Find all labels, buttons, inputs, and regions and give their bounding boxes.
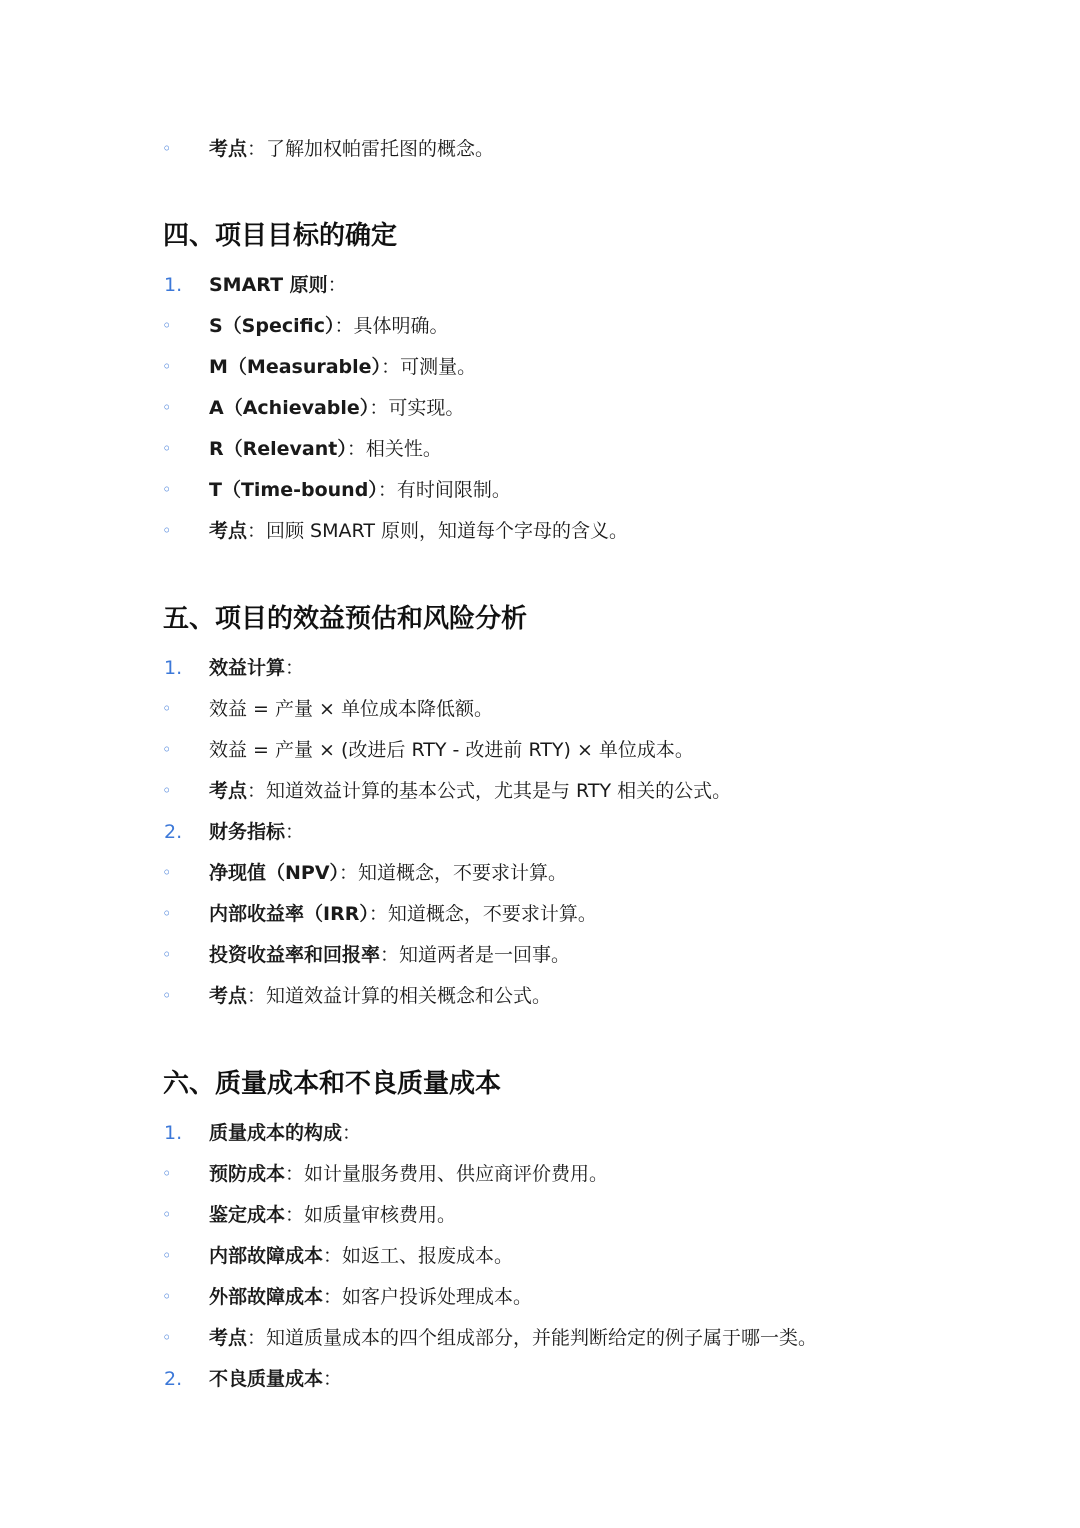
list-item-bold: 效益计算	[209, 657, 286, 679]
list-item	[0, 735, 1080, 765]
list-item	[0, 940, 1080, 970]
list-item-rest: ：	[285, 821, 305, 843]
list-item-text	[209, 1241, 513, 1271]
bullet-marker: ◦	[162, 1205, 172, 1224]
bullet-marker: ◦	[162, 863, 172, 882]
list-item	[0, 858, 1080, 888]
list-item-rest: ：	[285, 657, 305, 679]
list-item-bold: 考点	[209, 985, 248, 1007]
list-item-rest: ：如质量审核费用。	[285, 1204, 457, 1226]
list-item-bold: M（Measurable）	[209, 356, 382, 378]
bullet-marker: ◦	[162, 699, 172, 718]
list-item	[0, 1241, 1080, 1271]
list-item-text	[209, 858, 567, 888]
list-item-text	[209, 735, 694, 765]
list-item-text	[209, 1364, 342, 1394]
number-marker: 2.	[164, 1368, 183, 1390]
list-item	[0, 981, 1080, 1011]
bullet-marker: ◦	[162, 439, 172, 458]
list-item-bold: 投资收益率和回报率	[209, 944, 381, 966]
bullet-marker: ◦	[162, 1287, 172, 1306]
list-item-text	[209, 393, 464, 423]
section-heading-5: 五、项目的效益预估和风险分析	[163, 604, 528, 634]
list-item-rest: ：如计量服务费用、供应商评价费用。	[285, 1163, 609, 1185]
list-item-rest: ：回顾 SMART 原则，知道每个字母的含义。	[247, 520, 628, 542]
bullet-marker: ◦	[162, 945, 172, 964]
numbered-item	[0, 1364, 1080, 1394]
bullet-marker: ◦	[162, 1164, 172, 1183]
number-marker: 1.	[164, 1122, 183, 1144]
bullet-marker: ◦	[162, 1246, 172, 1265]
list-item	[0, 352, 1080, 382]
list-item-text	[209, 1282, 532, 1312]
list-item-bold: 考点	[209, 138, 248, 160]
bullet-marker: ◦	[162, 521, 172, 540]
bullet-marker: ◦	[162, 740, 172, 759]
list-item-text	[209, 1159, 608, 1189]
list-item-text	[209, 981, 551, 1011]
list-item-text	[209, 311, 449, 341]
section-heading-6: 六、质量成本和不良质量成本	[163, 1069, 502, 1099]
list-item-bold: S（Specific）	[209, 315, 335, 337]
list-item-rest: ：具体明确。	[334, 315, 449, 337]
list-item-rest: ：知道两者是一回事。	[380, 944, 571, 966]
list-item	[0, 1282, 1080, 1312]
list-item	[0, 899, 1080, 929]
list-item-text	[209, 1323, 817, 1353]
number-marker: 1.	[164, 657, 183, 679]
bullet-marker: ◦	[162, 398, 172, 417]
bullet-marker: ◦	[162, 781, 172, 800]
list-item-bold: 净现值（NPV）	[209, 862, 340, 884]
list-item-text	[209, 434, 442, 464]
list-item	[0, 516, 1080, 546]
list-item-text	[209, 1118, 361, 1148]
list-item-bold: 不良质量成本	[209, 1368, 324, 1390]
bullet-marker: ◦	[162, 1328, 172, 1347]
list-item-text	[209, 1200, 456, 1230]
list-item	[0, 1159, 1080, 1189]
list-item-rest: ：有时间限制。	[377, 479, 511, 501]
list-item-bold: A（Achievable）	[209, 397, 370, 419]
bullet-marker: ◦	[162, 139, 172, 158]
list-item-bold: 内部收益率（IRR）	[209, 903, 369, 925]
list-item-text	[209, 817, 304, 847]
section-heading-4: 四、项目目标的确定	[163, 221, 398, 251]
numbered-item	[0, 270, 1080, 300]
numbered-item	[0, 817, 1080, 847]
list-item	[0, 393, 1080, 423]
list-item	[0, 1323, 1080, 1353]
bullet-marker: ◦	[162, 357, 172, 376]
bullet-marker: ◦	[162, 480, 172, 499]
list-item-rest: ：如返工、报废成本。	[323, 1245, 514, 1267]
list-item-rest: ：	[342, 1122, 362, 1144]
list-item	[0, 134, 1080, 164]
number-marker: 2.	[164, 821, 183, 843]
list-item-text	[209, 776, 731, 806]
list-item-text	[209, 134, 494, 164]
list-item-rest: ：知道质量成本的四个组成部分，并能判断给定的例子属于哪一类。	[247, 1327, 818, 1349]
list-item-bold: 外部故障成本	[209, 1286, 324, 1308]
list-item	[0, 475, 1080, 505]
list-item-rest: 效益 = 产量 × 单位成本降低额。	[209, 698, 493, 720]
number-marker: 1.	[164, 274, 183, 296]
list-item	[0, 1200, 1080, 1230]
list-item	[0, 434, 1080, 464]
list-item-text	[209, 940, 570, 970]
list-item-bold: 质量成本的构成	[209, 1122, 343, 1144]
list-item-text	[209, 899, 597, 929]
list-item-rest: ：知道效益计算的基本公式，尤其是与 RTY 相关的公式。	[247, 780, 732, 802]
list-item-text	[209, 694, 493, 724]
list-item-bold: 预防成本	[209, 1163, 286, 1185]
numbered-item	[0, 653, 1080, 683]
list-item-bold: 鉴定成本	[209, 1204, 286, 1226]
list-item-bold: 财务指标	[209, 821, 286, 843]
list-item	[0, 776, 1080, 806]
bullet-marker: ◦	[162, 316, 172, 335]
list-item-rest: ：知道概念，不要求计算。	[368, 903, 597, 925]
list-item-text	[209, 270, 347, 300]
list-item-rest: 效益 = 产量 × (改进后 RTY - 改进前 RTY) × 单位成本。	[209, 739, 694, 761]
list-item-text	[209, 516, 628, 546]
numbered-item	[0, 1118, 1080, 1148]
list-item-rest: ：可实现。	[369, 397, 465, 419]
list-item-bold: T（Time-bound）	[209, 479, 378, 501]
list-item-rest: ：如客户投诉处理成本。	[323, 1286, 533, 1308]
list-item-rest: ：知道概念，不要求计算。	[339, 862, 568, 884]
list-item-bold: R（Relevant）	[209, 438, 347, 460]
list-item-rest: ：可测量。	[381, 356, 477, 378]
list-item-text	[209, 475, 511, 505]
list-item-bold: 考点	[209, 780, 248, 802]
list-item-bold: 考点	[209, 1327, 248, 1349]
bullet-marker: ◦	[162, 904, 172, 923]
list-item-bold: 内部故障成本	[209, 1245, 324, 1267]
list-item-rest: ：	[323, 1368, 343, 1390]
list-item-bold: 考点	[209, 520, 248, 542]
list-item-bold: SMART 原则	[209, 274, 328, 296]
list-item-text	[209, 653, 304, 683]
bullet-marker: ◦	[162, 986, 172, 1005]
list-item-text	[209, 352, 476, 382]
list-item	[0, 311, 1080, 341]
list-item-rest: ：了解加权帕雷托图的概念。	[247, 138, 495, 160]
list-item-rest: ：相关性。	[346, 438, 442, 460]
list-item	[0, 694, 1080, 724]
list-item-rest: ：	[327, 274, 347, 296]
list-item-rest: ：知道效益计算的相关概念和公式。	[247, 985, 552, 1007]
